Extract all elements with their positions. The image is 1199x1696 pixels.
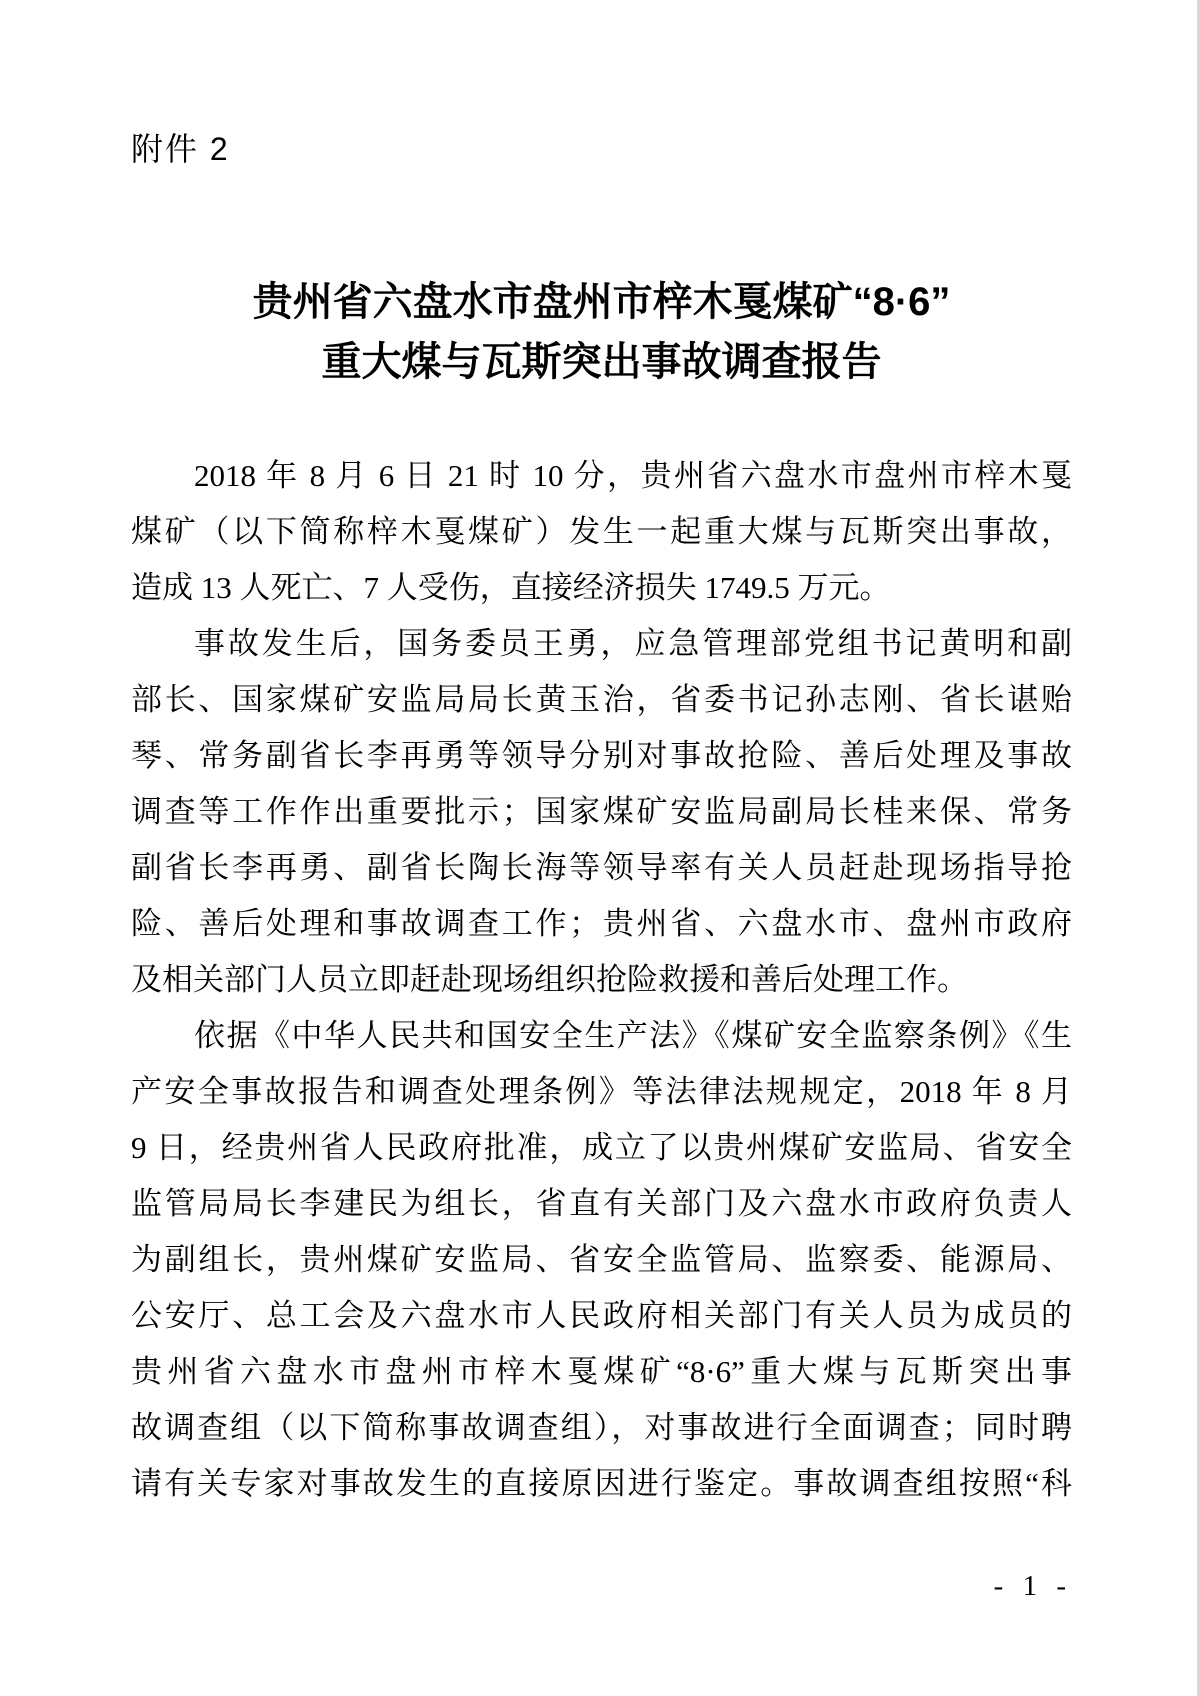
text-line: 副省长李再勇、副省长陶长海等领导率有关人员赶赴现场指导抢: [131, 850, 1072, 885]
text-line: 煤矿（以下简称梓木戛煤矿）发生一起重大煤与瓦斯突出事故，: [131, 514, 1072, 549]
text-line: 监管局局长李建民为组长，省直有关部门及六盘水市政府负责人: [131, 1186, 1072, 1221]
text-line: 故调查组（以下简称事故调查组），对事故进行全面调查；同时聘: [131, 1410, 1072, 1445]
text-line: 部长、国家煤矿安监局局长黄玉治，省委书记孙志刚、省长谌贻: [131, 682, 1072, 717]
document-body: [131, 448, 1072, 1512]
page-footer: [131, 1566, 1072, 1606]
report-title-line-2: 重大煤与瓦斯突出事故调查报告: [321, 340, 882, 384]
attachment-label: 附件 2: [131, 131, 230, 167]
paragraph-1: [131, 448, 1072, 616]
text-line: 及相关部门人员立即赶赴现场组织抢险救援和善后处理工作。: [131, 962, 968, 997]
text-line: 琴、常务副省长李再勇等领导分别对事故抢险、善后处理及事故: [131, 738, 1072, 773]
text-line: 公安厅、总工会及六盘水市人民政府相关部门有关人员为成员的: [131, 1298, 1072, 1333]
text-line: 贵州省六盘水市盘州市梓木戛煤矿“8·6”重大煤与瓦斯突出事: [131, 1354, 1072, 1389]
paragraph-2: [131, 616, 1072, 1008]
page-number: - 1 -: [993, 1570, 1072, 1602]
text-line: 请有关专家对事故发生的直接原因进行鉴定。事故调查组按照“科: [131, 1466, 1072, 1501]
text-line: 为副组长，贵州煤矿安监局、省安全监管局、监察委、能源局、: [131, 1242, 1072, 1277]
report-title-line-1: 贵州省六盘水市盘州市梓木戛煤矿“8·6”: [252, 280, 951, 324]
text-line: 2018 年 8 月 6 日 21 时 10 分，贵州省六盘水市盘州市梓木戛: [194, 458, 1072, 493]
text-line: 调查等工作作出重要批示；国家煤矿安监局副局长桂来保、常务: [131, 794, 1072, 829]
text-line: 造成 13 人死亡、7 人受伤，直接经济损失 1749.5 万元。: [131, 570, 891, 605]
text-line: 9 日，经贵州省人民政府批准，成立了以贵州煤矿安监局、省安全: [131, 1130, 1072, 1165]
report-title: [131, 272, 1072, 392]
text-line: 产安全事故报告和调查处理条例》等法律法规规定，2018 年 8 月: [131, 1074, 1072, 1109]
text-line: 险、善后处理和事故调查工作；贵州省、六盘水市、盘州市政府: [131, 906, 1072, 941]
text-line: 事故发生后，国务委员王勇，应急管理部党组书记黄明和副: [194, 626, 1072, 661]
paragraph-3: [131, 1008, 1072, 1512]
text-line: 依据《中华人民共和国安全生产法》《煤矿安全监察条例》《生: [194, 1018, 1072, 1053]
